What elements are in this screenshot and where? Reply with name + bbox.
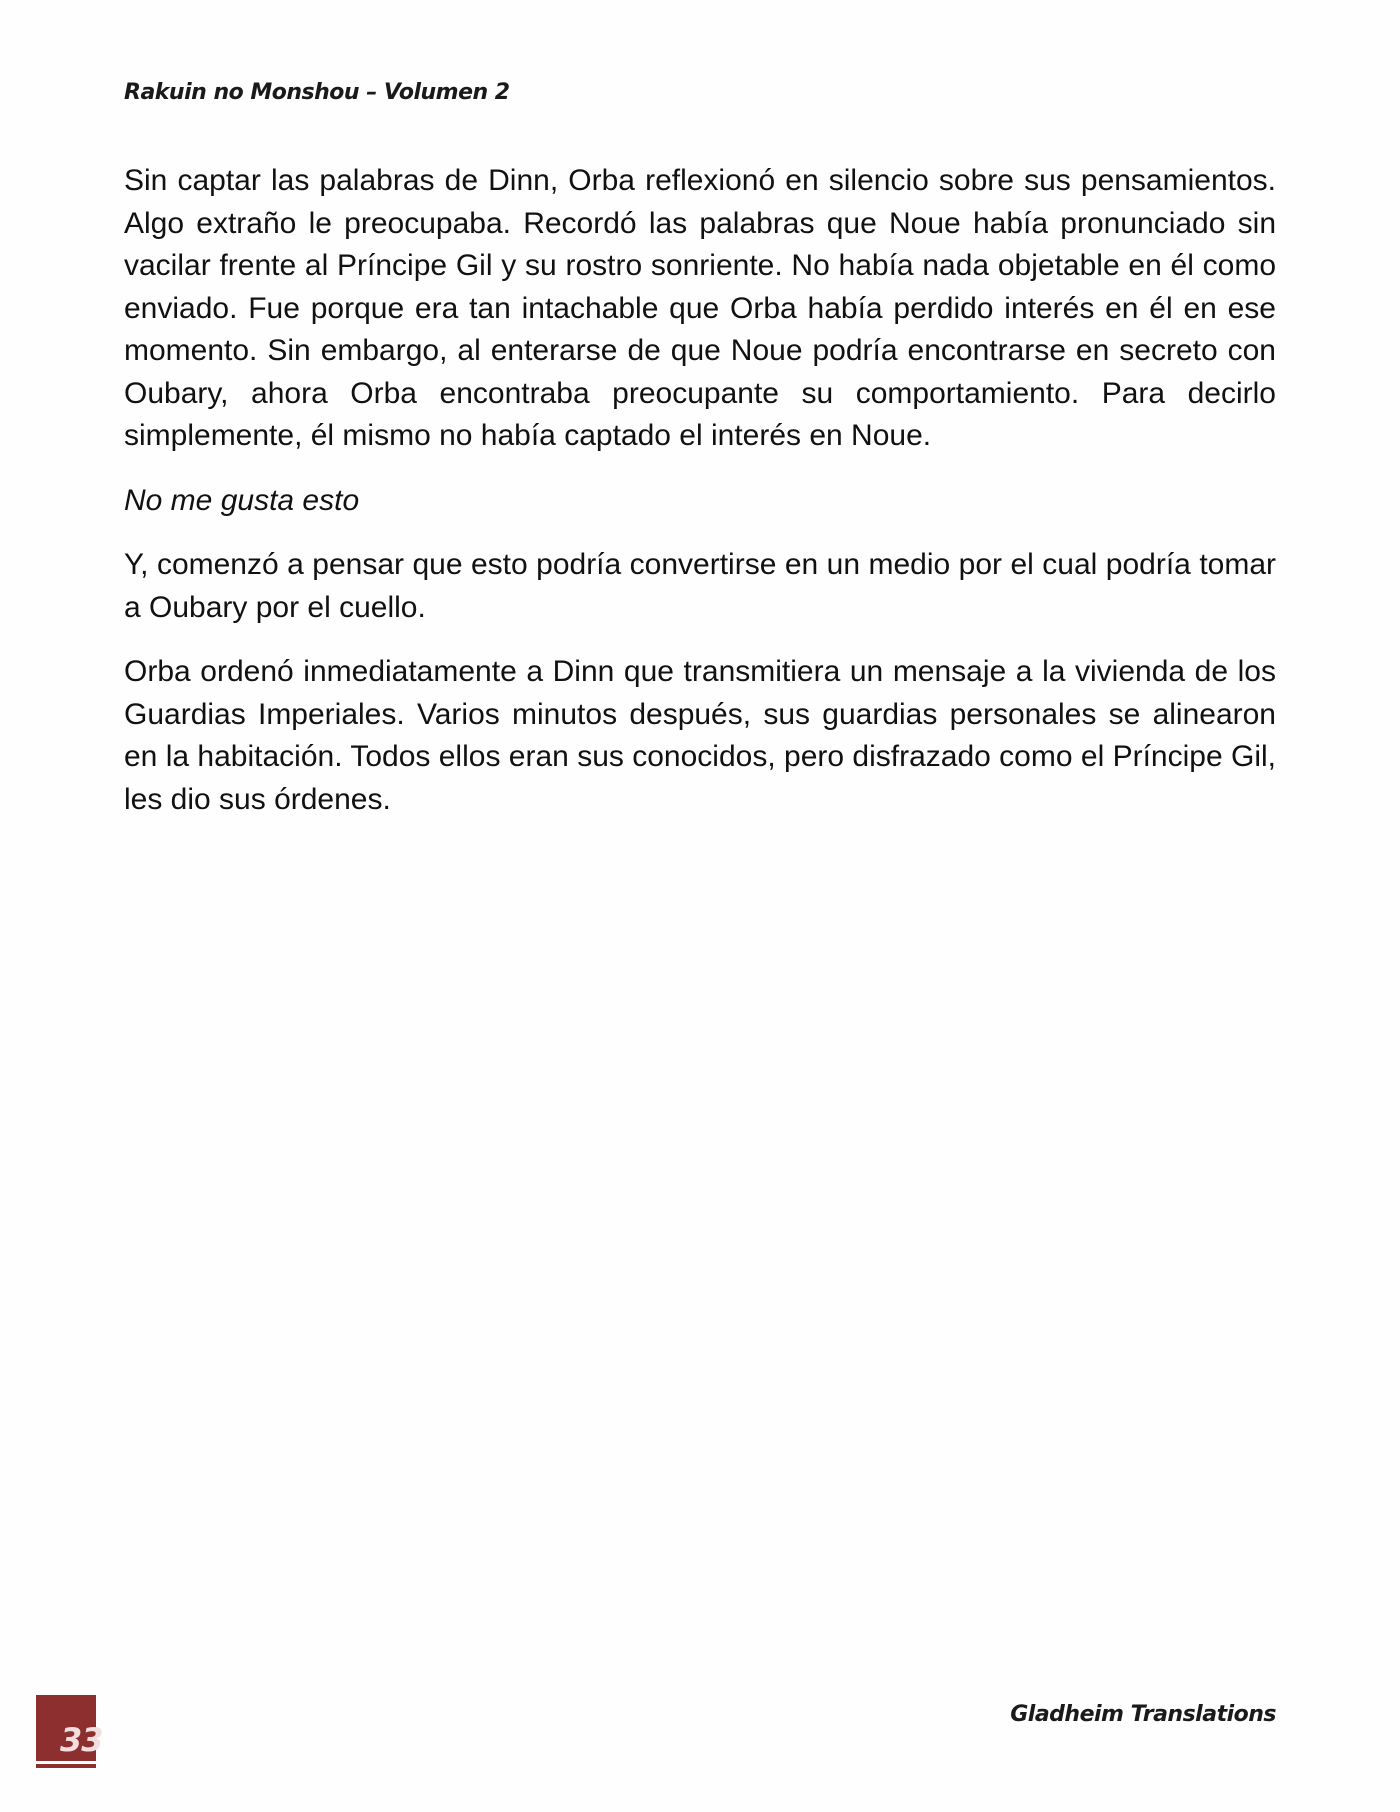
paragraph: Sin captar las palabras de Dinn, Orba reflexionó en silencio sobre sus pensamientos. Algo extraño le preocupaba. Recordó las palabras que Noue había pronunciado sin vacilar frente al Príncipe Gil y su rostro sonriente. No había nada objetable en él como enviado. Fue porque era tan intachable que Orba había perdido interés en él en ese momento. Sin embargo, al enterarse de que Noue podría encontrarse en secreto con Oubary, ahora Orba encontraba preocupante su comportamiento. Para decirlo simplemente, él mismo no había captado el interés en Noue. (124, 164, 1276, 452)
footer-credit: Gladheim Translations (1010, 1702, 1276, 1727)
page-header-title: Rakuin no Monshou – Volumen 2 (124, 80, 510, 105)
page-number-underline (36, 1764, 96, 1768)
paragraph: Orba ordenó inmediatamente a Dinn que transmitiera un mensaje a la vivienda de los Guardias Imperiales. Varios minutos después, sus guardias personales se alinearon en la habitación. Todos ellos eran sus conocidos, pero disfrazado como el Príncipe Gil, les dio sus órdenes. (124, 655, 1276, 816)
page-number: 33 (60, 1721, 103, 1759)
document-body (124, 160, 1276, 843)
paragraph: Y, comenzó a pensar que esto podría convertirse en un medio por el cual podría tomar a Oubary por el cuello. (124, 548, 1276, 624)
italic-thought: No me gusta esto (124, 483, 360, 517)
page-number-badge (36, 1695, 103, 1761)
